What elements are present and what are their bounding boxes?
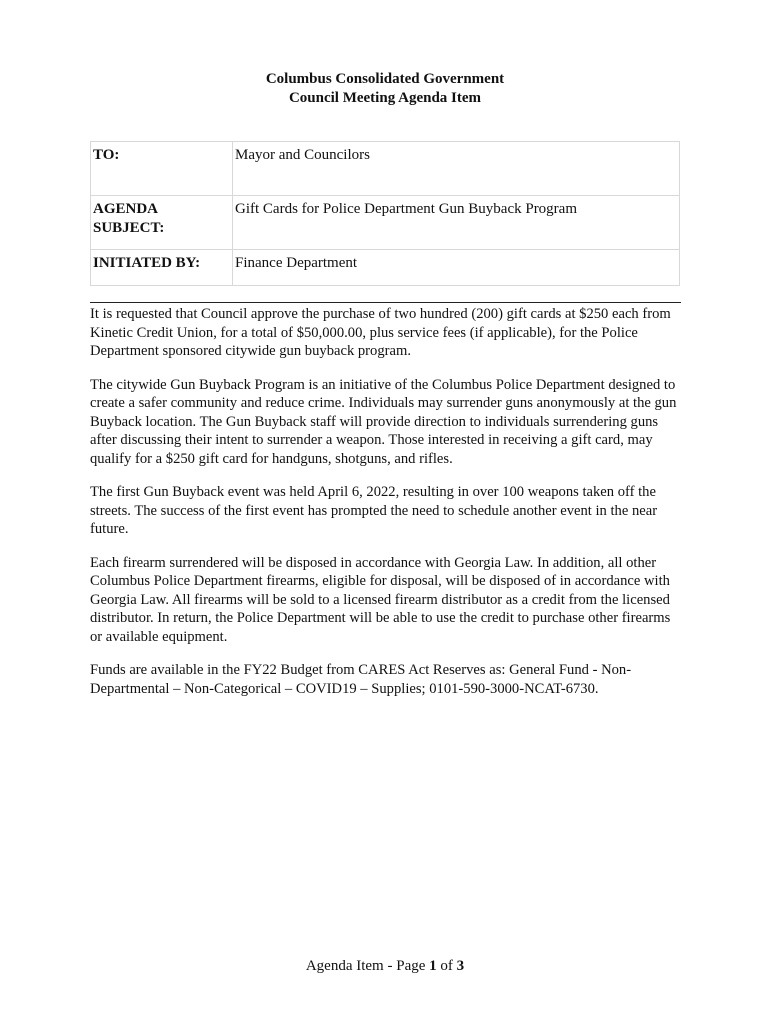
footer-page-number: 1: [429, 958, 437, 974]
table-row: [91, 142, 680, 196]
footer-page-total: 3: [456, 958, 465, 974]
initiated-by-label: INITIATED BY:: [91, 250, 233, 286]
agenda-subject-label: AGENDA SUBJECT:: [91, 196, 233, 250]
page-footer: [0, 958, 770, 975]
paragraph-first-event: The first Gun Buyback event was held April 6, 2022, resulting in over 100 weapons taken off the streets. The success of the first event has prompted the need to schedule another event in the near future.: [90, 484, 658, 537]
document-body: [90, 305, 682, 713]
paragraph-disposal: Each firearm surrendered will be disposed in accordance with Georgia Law. In addition, all other Columbus Police Department firearms, eligible for disposal, will be disposed of in accordance with Georgia Law. All firearms will be sold to a licensed firearm distributor as a credit from the licensed distributor. In return, the Police Department will be able to use the credit to purchase other firearms or available equipment.: [90, 554, 671, 645]
paragraph-program-description: The citywide Gun Buyback Program is an initiative of the Columbus Police Department designed to create a safer community and reduce crime. Individuals may surrender guns anonymously at the gun Buyback location. The Gun Buyback staff will provide direction to individuals surrendering guns after discussing their intent to surrender a weapon. Those interested in receiving a gift card, may qualify for a $250 gift card for handguns, shotguns, and rifles.: [90, 376, 677, 467]
table-row: [91, 250, 680, 286]
agenda-subject-value: Gift Cards for Police Department Gun Buyback Program: [233, 196, 680, 250]
paragraph-funding: Funds are available in the FY22 Budget from CARES Act Reserves as: General Fund - Non-Departmental – Non-Categorical – COVID19 – Supplies; 0101-590-3000-NCAT-6730.: [90, 662, 632, 697]
agenda-info-table: [90, 141, 680, 286]
table-row: [91, 196, 680, 250]
section-divider: [90, 302, 681, 303]
paragraph-request: It is requested that Council approve the purchase of two hundred (200) gift cards at $250 each from Kinetic Credit Union, for a total of $50,000.00, plus service fees (if applicable), for the Police Department sponsored citywide gun buyback program.: [90, 306, 671, 359]
footer-prefix: Agenda Item - Page: [305, 958, 430, 974]
initiated-by-value: Finance Department: [233, 250, 680, 286]
to-value: Mayor and Councilors: [233, 142, 680, 196]
footer-of: of: [436, 958, 457, 974]
document-header: [0, 70, 770, 108]
header-title: Council Meeting Agenda Item: [288, 90, 482, 106]
header-organization: Columbus Consolidated Government: [265, 71, 505, 87]
to-label: TO:: [91, 142, 233, 196]
